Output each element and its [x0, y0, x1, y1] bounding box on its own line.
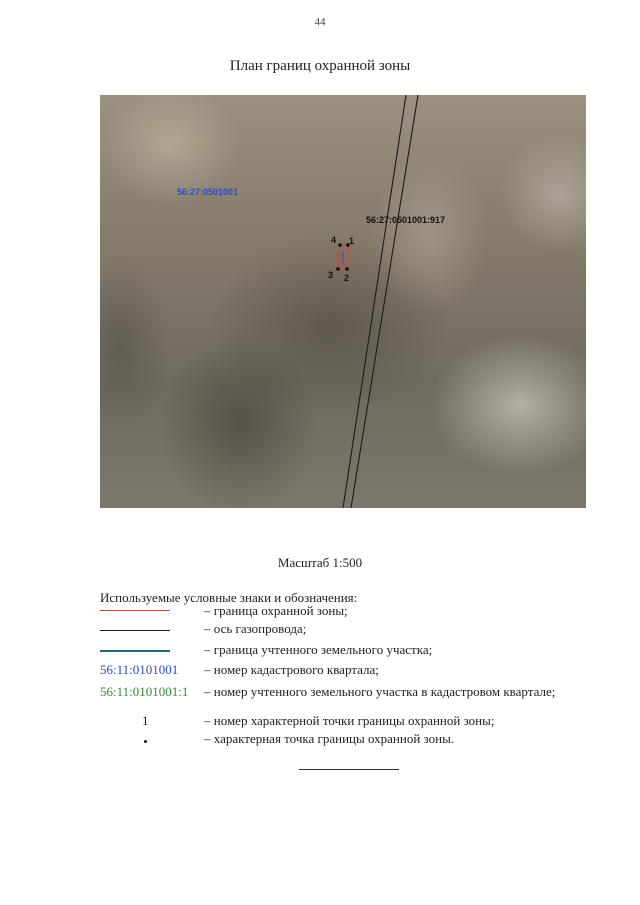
legend-item-pipeline-axis [100, 621, 580, 639]
legend-title: Используемые условные знаки и обозначения: [100, 590, 358, 605]
cadastral-quarter-label: 56:27:0501001 [177, 187, 239, 197]
aerial-map [100, 95, 586, 508]
point-label-3: 3 [328, 270, 334, 280]
legend-item-parcel-border [100, 642, 580, 660]
boundary-point-3 [336, 267, 340, 271]
legend-item-parcel-number [100, 684, 580, 702]
legend-symbol [100, 662, 200, 680]
teal-line-symbol [100, 650, 170, 652]
point-dot-symbol [144, 740, 147, 743]
legend-description: – номер кадастрового квартала; [204, 662, 379, 677]
parcel-number-label: 56:27:0501001:917 [366, 215, 446, 225]
legend-item-point-number [100, 713, 580, 731]
red-line-symbol [100, 610, 170, 611]
quarter-number-sample: 56:11:0101001 [100, 662, 179, 677]
parcel-number-sample: 56:11:0101001:1 [100, 684, 189, 699]
legend-description: – ось газопровода; [204, 621, 307, 636]
legend-description: – номер характерной точки границы охранной зоны; [204, 713, 495, 728]
legend-symbol [100, 621, 200, 639]
legend-item-characteristic-point [100, 731, 580, 749]
map-overlay [100, 95, 586, 508]
legend-symbol [100, 713, 200, 731]
legend-item-protection-zone [100, 603, 580, 621]
page-number: 44 [314, 16, 326, 28]
gas-pipeline-line-left [343, 95, 406, 508]
legend-symbol [100, 731, 200, 749]
scale-label: Масштаб 1:500 [277, 555, 363, 570]
point-number-sample: 1 [142, 713, 149, 728]
legend-description: – граница учтенного земельного участка; [204, 642, 433, 657]
boundary-point-2 [345, 267, 349, 271]
point-label-4: 4 [331, 235, 337, 245]
footer-divider [299, 769, 399, 770]
point-label-2: 2 [344, 273, 350, 283]
legend-symbol [100, 684, 200, 702]
boundary-point-4 [338, 243, 342, 247]
gas-pipeline-line-right [351, 95, 418, 508]
legend-symbol [100, 642, 200, 660]
black-line-symbol [100, 630, 170, 631]
legend-description: – граница охранной зоны; [204, 603, 348, 618]
point-label-1: 1 [349, 236, 355, 246]
legend-symbol [100, 603, 200, 621]
legend-item-quarter-number [100, 662, 580, 680]
legend-description: – номер учтенного земельного участка в кадастровом квартале; [204, 684, 556, 699]
document-title: План границ охранной зоны [229, 58, 411, 74]
legend-description: – характерная точка границы охранной зоны. [204, 731, 455, 746]
